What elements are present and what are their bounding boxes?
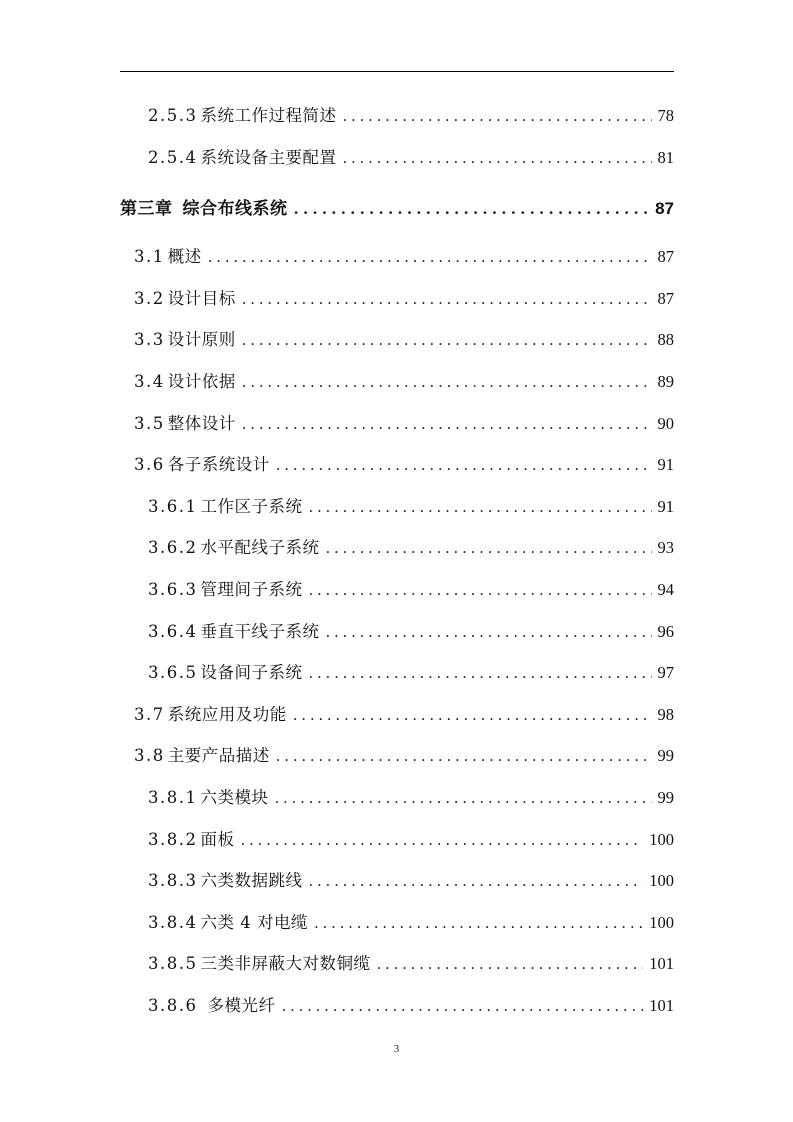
toc-entry-label: 主要产品描述 <box>167 746 270 765</box>
toc-entry-number: 3.6.3 <box>148 580 198 599</box>
dot-leader <box>308 870 643 892</box>
toc-entry-number: 3.6.1 <box>148 497 198 516</box>
toc-entry-label: 系统设备主要配置 <box>200 148 337 167</box>
toc-entry-page: 87 <box>657 289 674 308</box>
toc-entry-label: 六类模块 <box>200 788 269 807</box>
toc-entry-label: 垂直干线子系统 <box>200 622 320 641</box>
toc-entry-3-8-6[interactable] <box>148 995 674 1017</box>
dot-leader <box>325 621 651 643</box>
toc-entry-page: 78 <box>657 106 674 125</box>
toc-entry-3-4[interactable] <box>134 371 674 393</box>
toc-entry-page: 88 <box>657 330 674 349</box>
toc-entry-number: 3.5 <box>134 414 165 433</box>
toc-entry-number: 3.7 <box>134 705 165 724</box>
toc-entry-page: 93 <box>657 538 674 557</box>
toc-entry-number: 3.4 <box>134 372 165 391</box>
toc-entry-number: 3.8.1 <box>148 788 198 807</box>
toc-entry-3-8-3[interactable] <box>148 870 674 892</box>
toc-entry-2-5-3[interactable] <box>148 105 674 127</box>
toc-entry-3-6-2[interactable] <box>148 537 674 559</box>
dot-leader <box>376 953 643 975</box>
toc-entry-page: 100 <box>649 830 674 849</box>
toc-entry-number: 3.1 <box>134 247 165 266</box>
toc-entry-page: 81 <box>657 148 674 167</box>
toc-entry-3-6-4[interactable] <box>148 621 674 643</box>
toc-entry-3-8-5[interactable] <box>148 953 674 975</box>
dot-leader <box>342 147 651 169</box>
toc-entry-label: 概述 <box>167 247 202 266</box>
toc-entry-3-8-2[interactable] <box>148 829 674 851</box>
toc-entry-3-2[interactable] <box>134 288 674 310</box>
dot-leader <box>314 912 643 934</box>
toc-entry-label: 工作区子系统 <box>200 497 303 516</box>
toc-entry-number: 3.8.4 <box>148 913 198 932</box>
toc-entry-page: 90 <box>657 414 674 433</box>
toc-entry-3-7[interactable] <box>134 704 674 726</box>
toc-entry-number: 2.5.3 <box>148 106 198 125</box>
toc-entry-page: 97 <box>657 663 674 682</box>
toc-entry-page: 87 <box>657 247 674 266</box>
toc-entry-page: 100 <box>649 871 674 890</box>
dot-leader <box>342 105 651 127</box>
toc-entry-number: 3.3 <box>134 330 165 349</box>
toc-entry-number: 3.6.4 <box>148 622 198 641</box>
toc-entry-page: 96 <box>657 622 674 641</box>
toc-entry-label: 面板 <box>200 830 235 849</box>
dot-leader <box>208 246 652 268</box>
dot-leader <box>308 662 651 684</box>
toc-entry-label: 设计依据 <box>167 372 236 391</box>
toc-entry-label: 系统应用及功能 <box>167 705 287 724</box>
dot-leader <box>240 829 643 851</box>
toc-entry-3-1[interactable] <box>134 246 674 268</box>
toc-entry-page: 101 <box>649 954 674 973</box>
toc-entry-3-6[interactable] <box>134 454 674 476</box>
toc-entry-3-5[interactable] <box>134 413 674 435</box>
toc-chapter-number: 第三章 <box>120 199 173 219</box>
toc-entry-page: 94 <box>657 580 674 599</box>
toc-entry-label: 六类数据跳线 <box>200 871 303 890</box>
dot-leader <box>294 198 650 220</box>
toc-entry-number: 3.8.2 <box>148 830 198 849</box>
toc-entry-number: 3.8.3 <box>148 871 198 890</box>
toc-entry-3-8-4[interactable] <box>148 912 674 934</box>
toc-entry-page: 87 <box>655 199 674 218</box>
dot-leader <box>276 454 652 476</box>
toc-entry-page: 89 <box>657 372 674 391</box>
toc-entry-3-6-3[interactable] <box>148 579 674 601</box>
toc-entry-2-5-4[interactable] <box>148 147 674 169</box>
toc-entry-label: 设计目标 <box>167 289 236 308</box>
dot-leader <box>281 995 643 1017</box>
dot-leader <box>293 704 652 726</box>
toc-entry-label: 设备间子系统 <box>200 663 303 682</box>
toc-entry-label: 设计原则 <box>167 330 236 349</box>
toc-entry-page: 91 <box>657 497 674 516</box>
toc-entry-label: 整体设计 <box>167 414 236 433</box>
toc-entry-chapter-3[interactable] <box>120 198 674 220</box>
toc-entry-page: 99 <box>657 746 674 765</box>
toc-entry-3-8-1[interactable] <box>148 787 674 809</box>
toc-entry-number: 3.8.6 <box>148 996 198 1015</box>
toc-entry-number: 3.6.5 <box>148 663 198 682</box>
toc-entry-number: 3.2 <box>134 289 165 308</box>
toc-entry-label: 水平配线子系统 <box>200 538 320 557</box>
toc-entry-page: 91 <box>657 455 674 474</box>
toc-entry-number: 2.5.4 <box>148 148 198 167</box>
toc-entry-label: 多模光纤 <box>207 996 276 1015</box>
dot-leader <box>274 787 651 809</box>
toc-entry-page: 98 <box>657 705 674 724</box>
footer-page-number: 3 <box>393 1043 400 1055</box>
dot-leader <box>242 371 652 393</box>
toc-entry-3-3[interactable] <box>134 329 674 351</box>
dot-leader <box>308 496 651 518</box>
toc-entry-number: 3.8.5 <box>148 954 198 973</box>
toc-entry-page: 101 <box>649 996 674 1015</box>
toc-entry-label: 六类 4 对电缆 <box>200 913 308 932</box>
toc-entry-label: 系统工作过程简述 <box>200 106 337 125</box>
dot-leader <box>242 288 652 310</box>
dot-leader <box>242 413 652 435</box>
toc-entry-label: 各子系统设计 <box>167 455 270 474</box>
toc-entry-3-8[interactable] <box>134 745 674 767</box>
dot-leader <box>242 329 652 351</box>
dot-leader <box>325 537 651 559</box>
toc-entry-3-6-1[interactable] <box>148 496 674 518</box>
toc-entry-label: 综合布线系统 <box>182 199 288 219</box>
toc-entry-number: 3.6 <box>134 455 165 474</box>
toc-entry-3-6-5[interactable] <box>148 662 674 684</box>
toc-entry-page: 99 <box>657 788 674 807</box>
toc-entry-label: 管理间子系统 <box>200 580 303 599</box>
dot-leader <box>276 745 652 767</box>
toc-entry-number: 3.6.2 <box>148 538 198 557</box>
toc-entry-number: 3.8 <box>134 746 165 765</box>
toc-entry-label: 三类非屏蔽大对数铜缆 <box>200 954 371 973</box>
toc-entry-page: 100 <box>649 913 674 932</box>
dot-leader <box>308 579 651 601</box>
